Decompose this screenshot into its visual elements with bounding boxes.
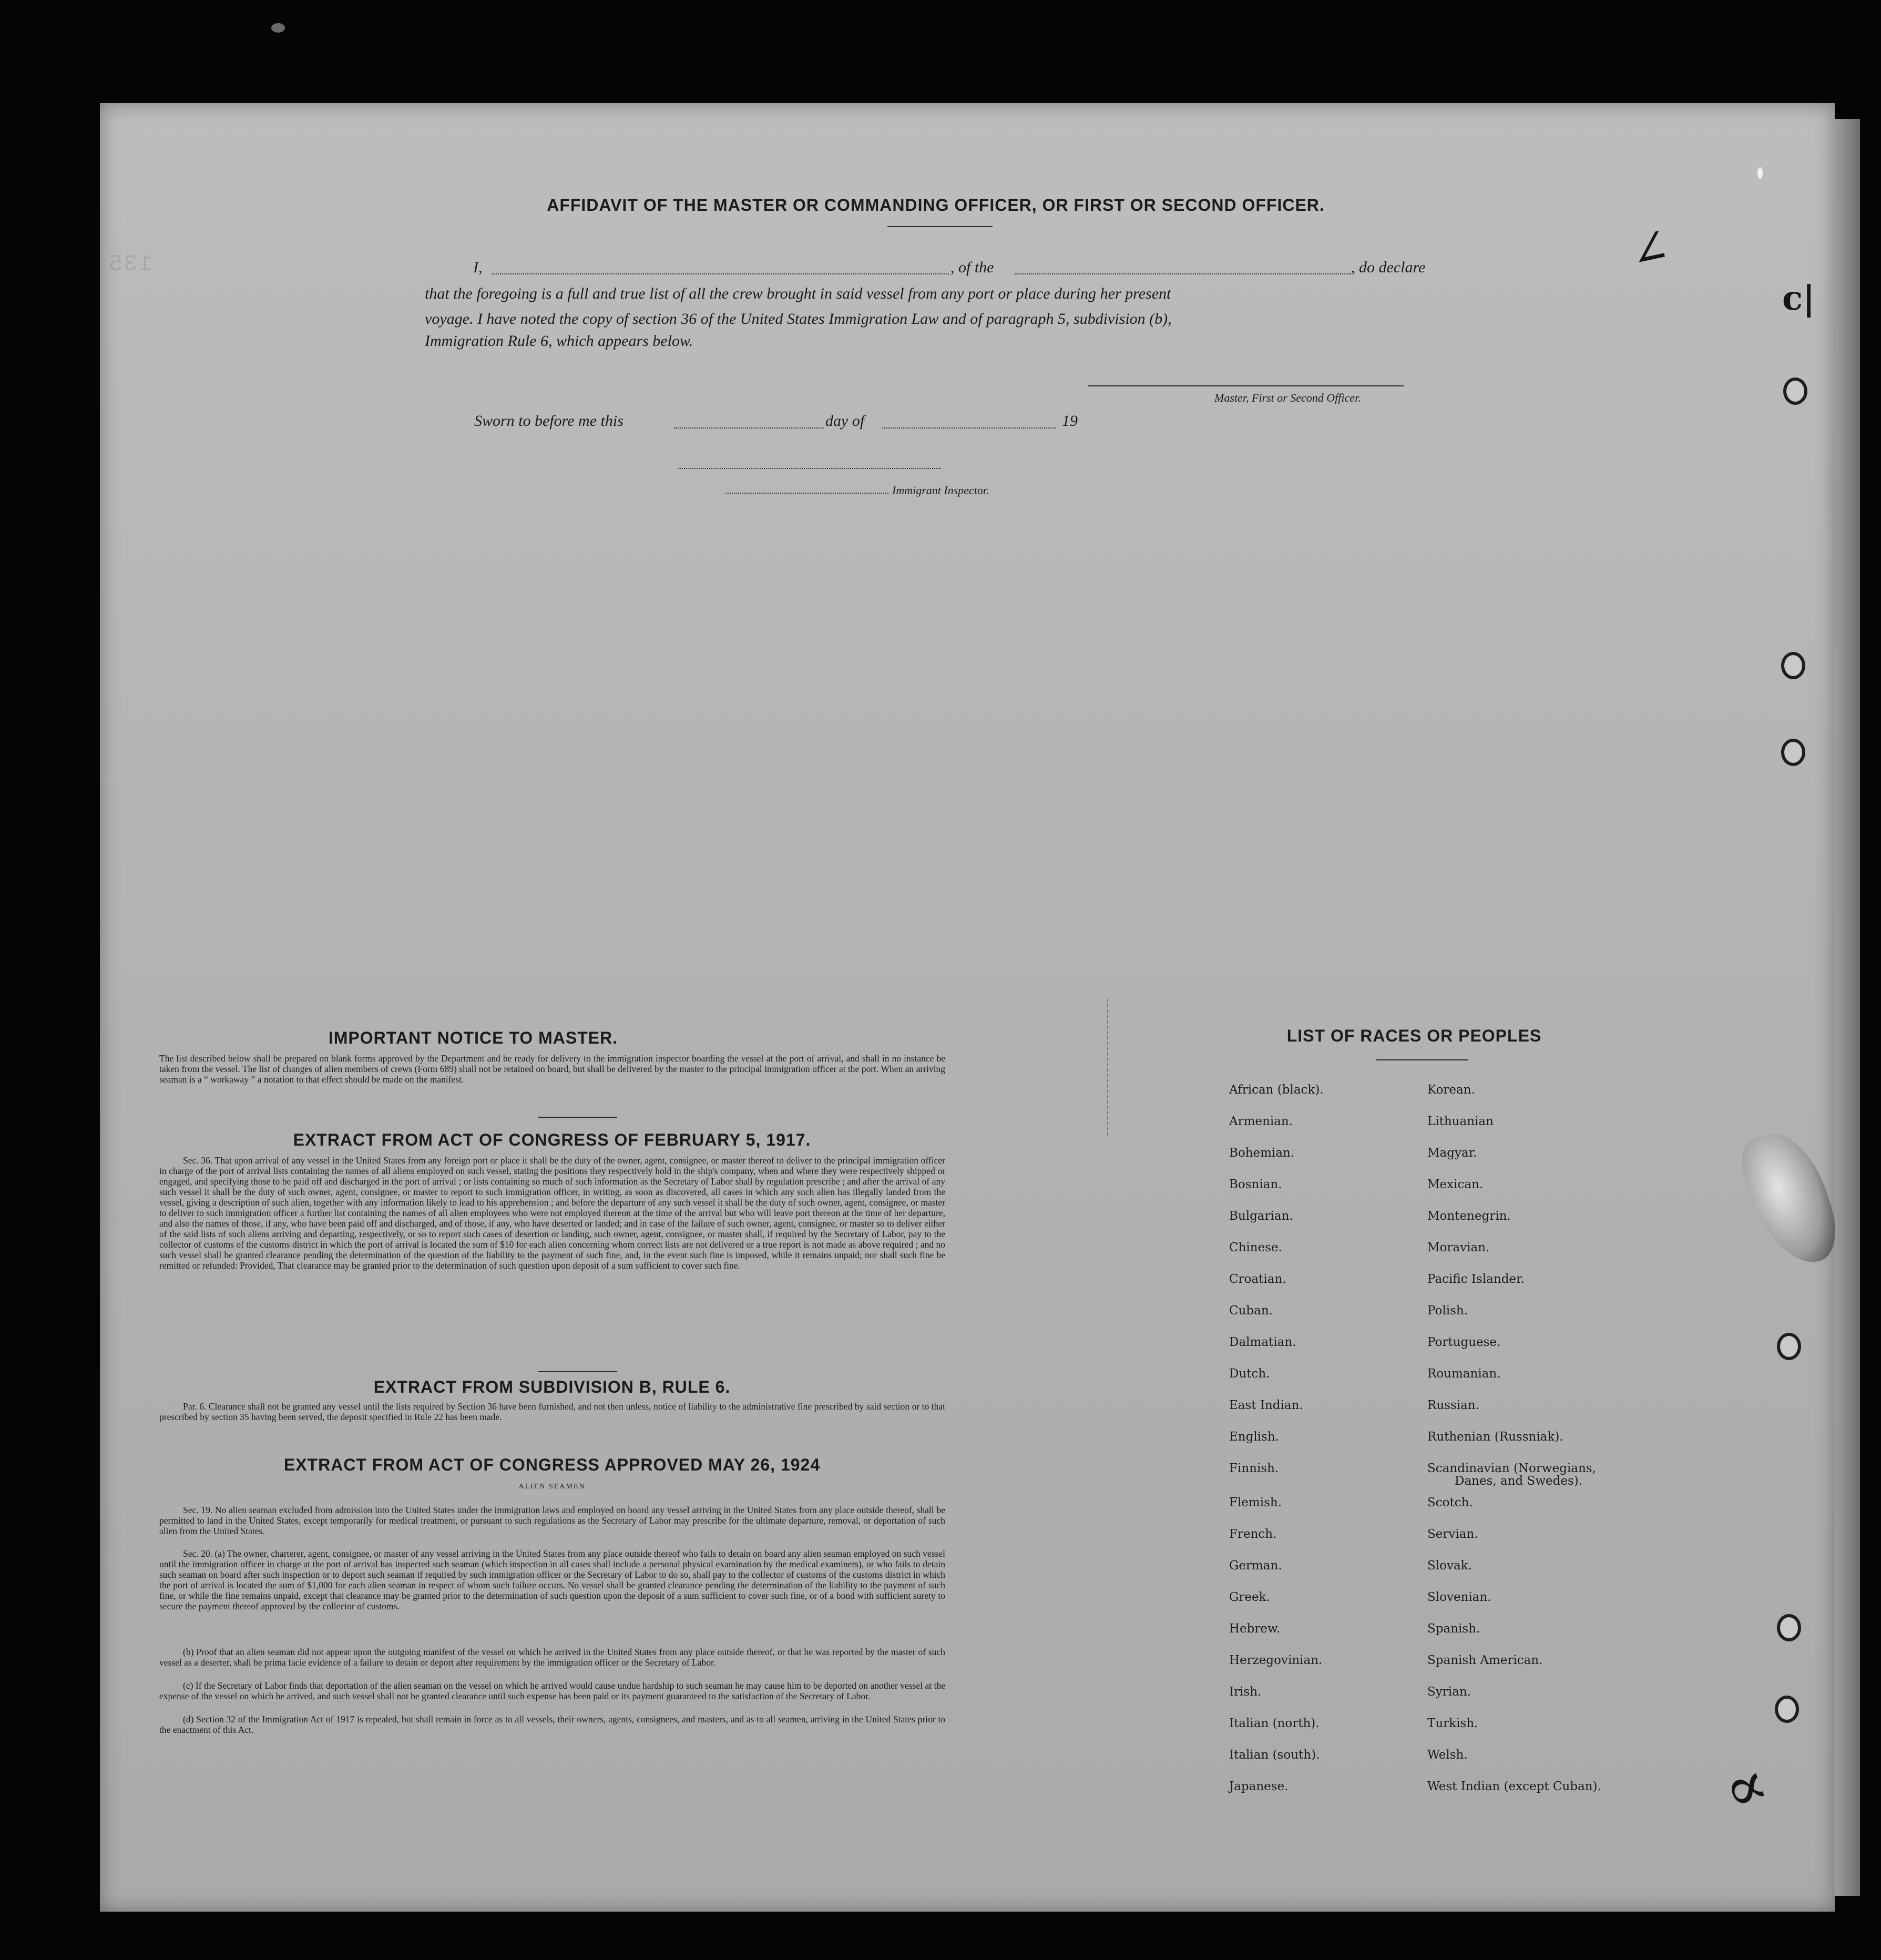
ink-speck <box>271 23 285 33</box>
race-item: Polish. <box>1427 1304 1468 1318</box>
race-item: Finnish. <box>1229 1462 1279 1475</box>
race-item: Lithuanian <box>1427 1115 1494 1128</box>
race-item: Scotch. <box>1427 1496 1473 1509</box>
race-item-continuation: Danes, and Swedes). <box>1455 1474 1583 1488</box>
race-item: Armenian. <box>1229 1115 1293 1128</box>
race-item: East Indian. <box>1229 1398 1303 1412</box>
sworn-day-blank <box>674 427 824 428</box>
race-item: Bosnian. <box>1229 1178 1282 1191</box>
race-item: Dalmatian. <box>1229 1335 1296 1349</box>
affidavit-do-declare: , do declare <box>1351 259 1426 276</box>
race-item: Italian (south). <box>1229 1748 1320 1762</box>
ink-speck <box>1757 167 1763 179</box>
race-item-line: Scandinavian (Norwegians, <box>1427 1462 1596 1475</box>
affidavit-line-2: voyage. I have noted the copy of section 36 of the United States Immigration Law and of paragraph 5, subdivision (b), <box>425 310 1172 328</box>
race-item: Ruthenian (Russniak). <box>1427 1430 1563 1444</box>
rule-6-body: Par. 6. Clearance shall not be granted any vessel until the lists required by Section 36 have been furnished, and not then unless, notice of liability to the administrative fine prescribed by said section or to that prescribed by section 35 having been served, the deposit specified in Rule 22 has been made. <box>159 1401 945 1422</box>
year-prefix: 19 <box>1062 412 1078 430</box>
races-right-column <box>1427 1083 1601 1811</box>
section-20-a: Sec. 20. (a) The owner, charterer, agent, consignee, or master of any vessel arriving in the United States from any place outside thereof who fails to detain on board any alien seaman employed on such vessel until the immigration officer in charge at the port of arrival has inspected such seaman (which inspection in all cases shall include a personal physical examination by the medical examiners), or who fails to detain such seaman on board after such inspection or to deport such seaman if required by such immigration officer or the Secretary of Labor to do so, shall pay to the collector of customs of the customs district in which the port of arrival is located the sum of $1,000 for each alien seaman in respect of whom such failure occurs. No vessel shall be granted clearance pending the determination of the liability to the payment of such fine, or while the fine remains unpaid, except that clearance may be granted prior to the determination of such question upon the deposit of a sum sufficient to cover such fine, or of a bond with sufficient surety to secure the payment thereof approved by the collector of customs. <box>159 1548 945 1611</box>
race-item: Hebrew. <box>1229 1622 1281 1636</box>
races-left-column <box>1229 1083 1324 1811</box>
race-item: Flemish. <box>1229 1496 1282 1509</box>
page-edge <box>1835 119 1860 1896</box>
section-divider <box>538 1371 617 1372</box>
master-signature-line <box>1088 385 1404 386</box>
race-item: Servian. <box>1427 1527 1478 1541</box>
rule-6-title: EXTRACT FROM SUBDIVISION B, RULE 6. <box>373 1377 731 1396</box>
binding-hole <box>1783 377 1807 405</box>
handwritten-mark: c| <box>1782 279 1815 318</box>
race-item: Slovenian. <box>1427 1590 1491 1604</box>
affidavit-title: AFFIDAVIT OF THE MASTER OR COMMANDING OFFICER, OR FIRST OR SECOND OFFICER. <box>547 196 1325 215</box>
race-item: Syrian. <box>1427 1685 1471 1699</box>
race-item: Herzegovinian. <box>1229 1653 1323 1667</box>
race-item: Croatian. <box>1229 1272 1286 1286</box>
race-item: Italian (north). <box>1229 1717 1320 1730</box>
handwritten-mark: ∝ <box>1713 1745 1778 1829</box>
race-item: Pacific Islander. <box>1427 1272 1525 1286</box>
extract-1924-subtitle: ALIEN SEAMEN <box>518 1483 586 1491</box>
handwritten-mark: ∠ <box>1624 217 1675 280</box>
binding-hole <box>1777 1614 1801 1641</box>
race-item: Mexican. <box>1427 1178 1484 1191</box>
section-20-b: (b) Proof that an alien seaman did not appear upon the outgoing manifest of the vessel on which he arrived in the United States from any place outside thereof, or that he was reported by the master of such vessel as a deserter, shall be prima facie evidence of a failure to detain or deport after requirement by the immigration officer or the Secretary of Labor. <box>159 1647 945 1668</box>
race-item: English. <box>1229 1430 1279 1444</box>
title-underline <box>887 226 993 227</box>
race-item: Welsh. <box>1427 1748 1468 1762</box>
bleed-through-row <box>657 489 672 505</box>
race-item: Slovak. <box>1427 1559 1472 1573</box>
master-signature-label: Master, First or Second Officer. <box>1214 391 1361 404</box>
affidavit-i-label: I, <box>473 259 483 276</box>
race-item: Greek. <box>1229 1590 1270 1604</box>
race-item: Irish. <box>1229 1685 1262 1699</box>
race-item: Turkish. <box>1427 1717 1478 1730</box>
extract-1924-title: EXTRACT FROM ACT OF CONGRESS APPROVED MAY 26, 1924 <box>283 1455 821 1474</box>
race-item: Montenegrin. <box>1427 1209 1511 1223</box>
race-item: Roumanian. <box>1427 1367 1501 1381</box>
vessel-blank <box>1015 273 1351 274</box>
race-item: Bulgarian. <box>1229 1209 1293 1223</box>
inspector-label: Immigrant Inspector. <box>892 484 989 497</box>
race-item: Cuban. <box>1229 1304 1273 1318</box>
section-19: Sec. 19. No alien seaman excluded from admission into the United States under the immigration laws and employed on board any vessel arriving in the United States from any place outside thereof, shall be permitted to land in the United States, except temporarily for medical treatment, or pursuant to such regulations as the Secretary of Labor may prescribe for the ultimate departure, removal, or deportation of such alien from the United States. <box>159 1505 945 1536</box>
notice-title: IMPORTANT NOTICE TO MASTER. <box>328 1028 618 1047</box>
race-item: Bohemian. <box>1229 1146 1295 1160</box>
section-divider <box>538 1117 617 1118</box>
race-item-scandinavian <box>1427 1462 1601 1496</box>
notice-body: The list described below shall be prepared on blank forms approved by the Department and be ready for delivery to the immigration inspector boarding the vessel at the port of arrival, and shall in no instance be taken from the vessel. The list of changes of alien members of crews (Form 689) shall not be retained on board, but shall be delivered by the master to the principal immigration officer at the port. When an arriving seaman is a “ workaway ” a notation to that effect should be made on the manifest. <box>159 1053 945 1085</box>
race-item: German. <box>1229 1559 1282 1573</box>
name-blank <box>492 273 949 274</box>
race-item: Spanish. <box>1427 1622 1480 1636</box>
races-underline <box>1376 1059 1468 1060</box>
section-20-d: (d) Section 32 of the Immigration Act of 1917 is repealed, but shall remain in force as to all vessels, their owners, agents, consignees, and masters, and as to all seamen, arriving in the United States prior to the enactment of this Act. <box>159 1714 945 1735</box>
race-item: African (black). <box>1229 1083 1324 1097</box>
binding-hole <box>1777 1333 1801 1360</box>
races-title: LIST OF RACES OR PEOPLES <box>1286 1026 1542 1045</box>
affidavit-line-1: that the foregoing is a full and true list of all the crew brought in said vessel from any port or place during her present <box>425 285 1171 302</box>
binding-hole <box>1775 1696 1799 1723</box>
race-item: Dutch. <box>1229 1367 1270 1381</box>
race-item: West Indian (except Cuban). <box>1427 1780 1601 1793</box>
race-item: Japanese. <box>1229 1780 1289 1793</box>
affidavit-of-the: , of the <box>950 259 994 276</box>
race-item: Portuguese. <box>1427 1335 1501 1349</box>
race-item: Korean. <box>1427 1083 1475 1097</box>
race-item: Magyar. <box>1427 1146 1477 1160</box>
day-of-label: day of <box>825 412 865 430</box>
binding-hole <box>1781 739 1805 766</box>
sworn-label: Sworn to before me this <box>474 412 623 430</box>
extract-1917-title: EXTRACT FROM ACT OF CONGRESS OF FEBRUARY 5, 1917. <box>293 1130 811 1149</box>
extract-1917-body: Sec. 36. That upon arrival of any vessel in the United States from any foreign port or place it shall be the duty of the owner, agent, consignee, or master thereof to deliver to the principal immigration officer in charge of the port of arrival lists containing the names of all aliens employed on such vessel, stating the positions they respectively hold in the ship's company, when and where they were respectively shipped or engaged, and specifying those to be paid off and discharged in the port of arrival ; or lists containing so much of such information as the Secretary of Labor shall by regulation prescribe ; and after the arrival of any such vessel it shall be the duty of such owner, agent, consignee, or master to report to such immigration officer, in writing, as soon as discovered, all cases in which any such alien has illegally landed from the vessel, giving a description of such alien, together with any information likely to lead to his apprehension ; and before the departure of any such vessel it shall be the duty of such owner, agent, consignee, or master to deliver to such immigration officer a further list containing the names of all alien employees who were not employed thereon at the time of the arrival but who will leave port thereon at the time of her departure, and also the names of those, if any, who have been paid off and discharged, and of those, if any, who have deserted or landed; and in case of the failure of such owner, agent, consignee, or master so to deliver either of the said lists of such aliens arriving and departing, respectively, or so to report such cases of desertion or landing, such owner, agent, consignee, or master shall, if required by the Secretary of Labor, pay to the collector of customs of the customs district in which the port of arrival is located the sum of $10 for each alien concerning whom correct lists are not delivered or a true report is not made as above required ; and no such vessel shall be granted clearance pending the determination of the question of the liability to the payment of such fine, and, in the event such fine is imposed, while it remains unpaid; nor shall such fine be remitted or refunded: Provided, That clearance may be granted prior to the determination of such question upon deposit of a sum sufficient to cover such fine. <box>159 1155 945 1271</box>
binding-hole <box>1781 652 1805 679</box>
fold-line <box>1107 999 1109 1136</box>
affidavit-line-3: Immigration Rule 6, which appears below. <box>425 332 693 350</box>
race-item: Chinese. <box>1229 1241 1282 1254</box>
bleed-through-page-number: 135 <box>108 251 153 278</box>
race-item: Moravian. <box>1427 1241 1490 1254</box>
inspector-signature-line-2 <box>725 493 888 494</box>
race-item: Spanish American. <box>1427 1653 1543 1667</box>
race-item: Russian. <box>1427 1398 1479 1412</box>
inspector-signature-line <box>678 468 941 469</box>
section-20-c: (c) If the Secretary of Labor finds that deportation of the alien seaman on the vessel on which he arrived would cause undue hardship to such seaman he may cause him to be deported on another vessel at the expense of the vessel on which he arrived, and such vessel shall not be granted clearance until such expense has been paid or its payment guaranteed to the satisfaction of the Secretary of Labor. <box>159 1680 945 1701</box>
sworn-month-blank <box>882 427 1056 428</box>
race-item: French. <box>1229 1527 1277 1541</box>
